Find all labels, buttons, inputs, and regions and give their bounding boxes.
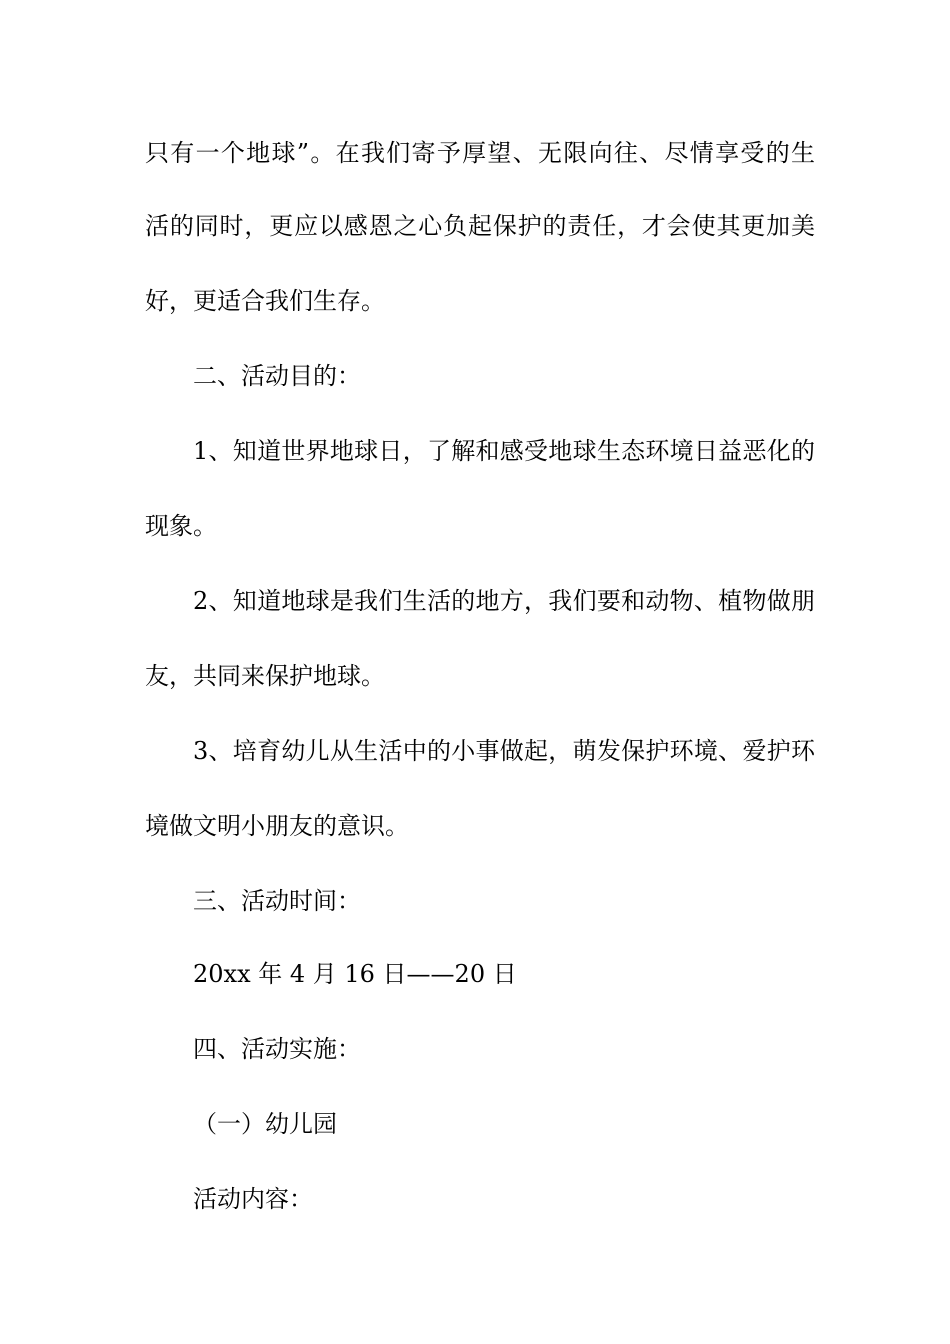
subsection-heading: （一）幼儿园 — [193, 1110, 337, 1138]
content-label: 活动内容： — [193, 1185, 313, 1213]
section-heading: 三、活动时间： — [193, 887, 361, 915]
list-item-line: 境做文明小朋友的意识。 — [145, 812, 409, 840]
list-item-line: 友，共同来保护地球。 — [145, 662, 385, 690]
paragraph-line: 只有一个地球”。在我们寄予厚望、无限向往、尽情享受的生 — [145, 139, 815, 167]
list-item-line: 现象。 — [145, 512, 217, 540]
paragraph-line: 活的同时，更应以感恩之心负起保护的责任，才会使其更加美 — [145, 212, 815, 240]
paragraph-line: 好，更适合我们生存。 — [145, 287, 385, 315]
date-range: 20xx 年 4 月 16 日——20 日 — [193, 960, 517, 988]
section-heading: 二、活动目的： — [193, 362, 361, 390]
list-item-line: 3、培育幼儿从生活中的小事做起，萌发保护环境、爱护环 — [193, 737, 815, 765]
list-item-line: 1、知道世界地球日，了解和感受地球生态环境日益恶化的 — [193, 437, 815, 465]
list-item-line: 2、知道地球是我们生活的地方，我们要和动物、植物做朋 — [193, 587, 815, 615]
section-heading: 四、活动实施： — [193, 1035, 361, 1063]
